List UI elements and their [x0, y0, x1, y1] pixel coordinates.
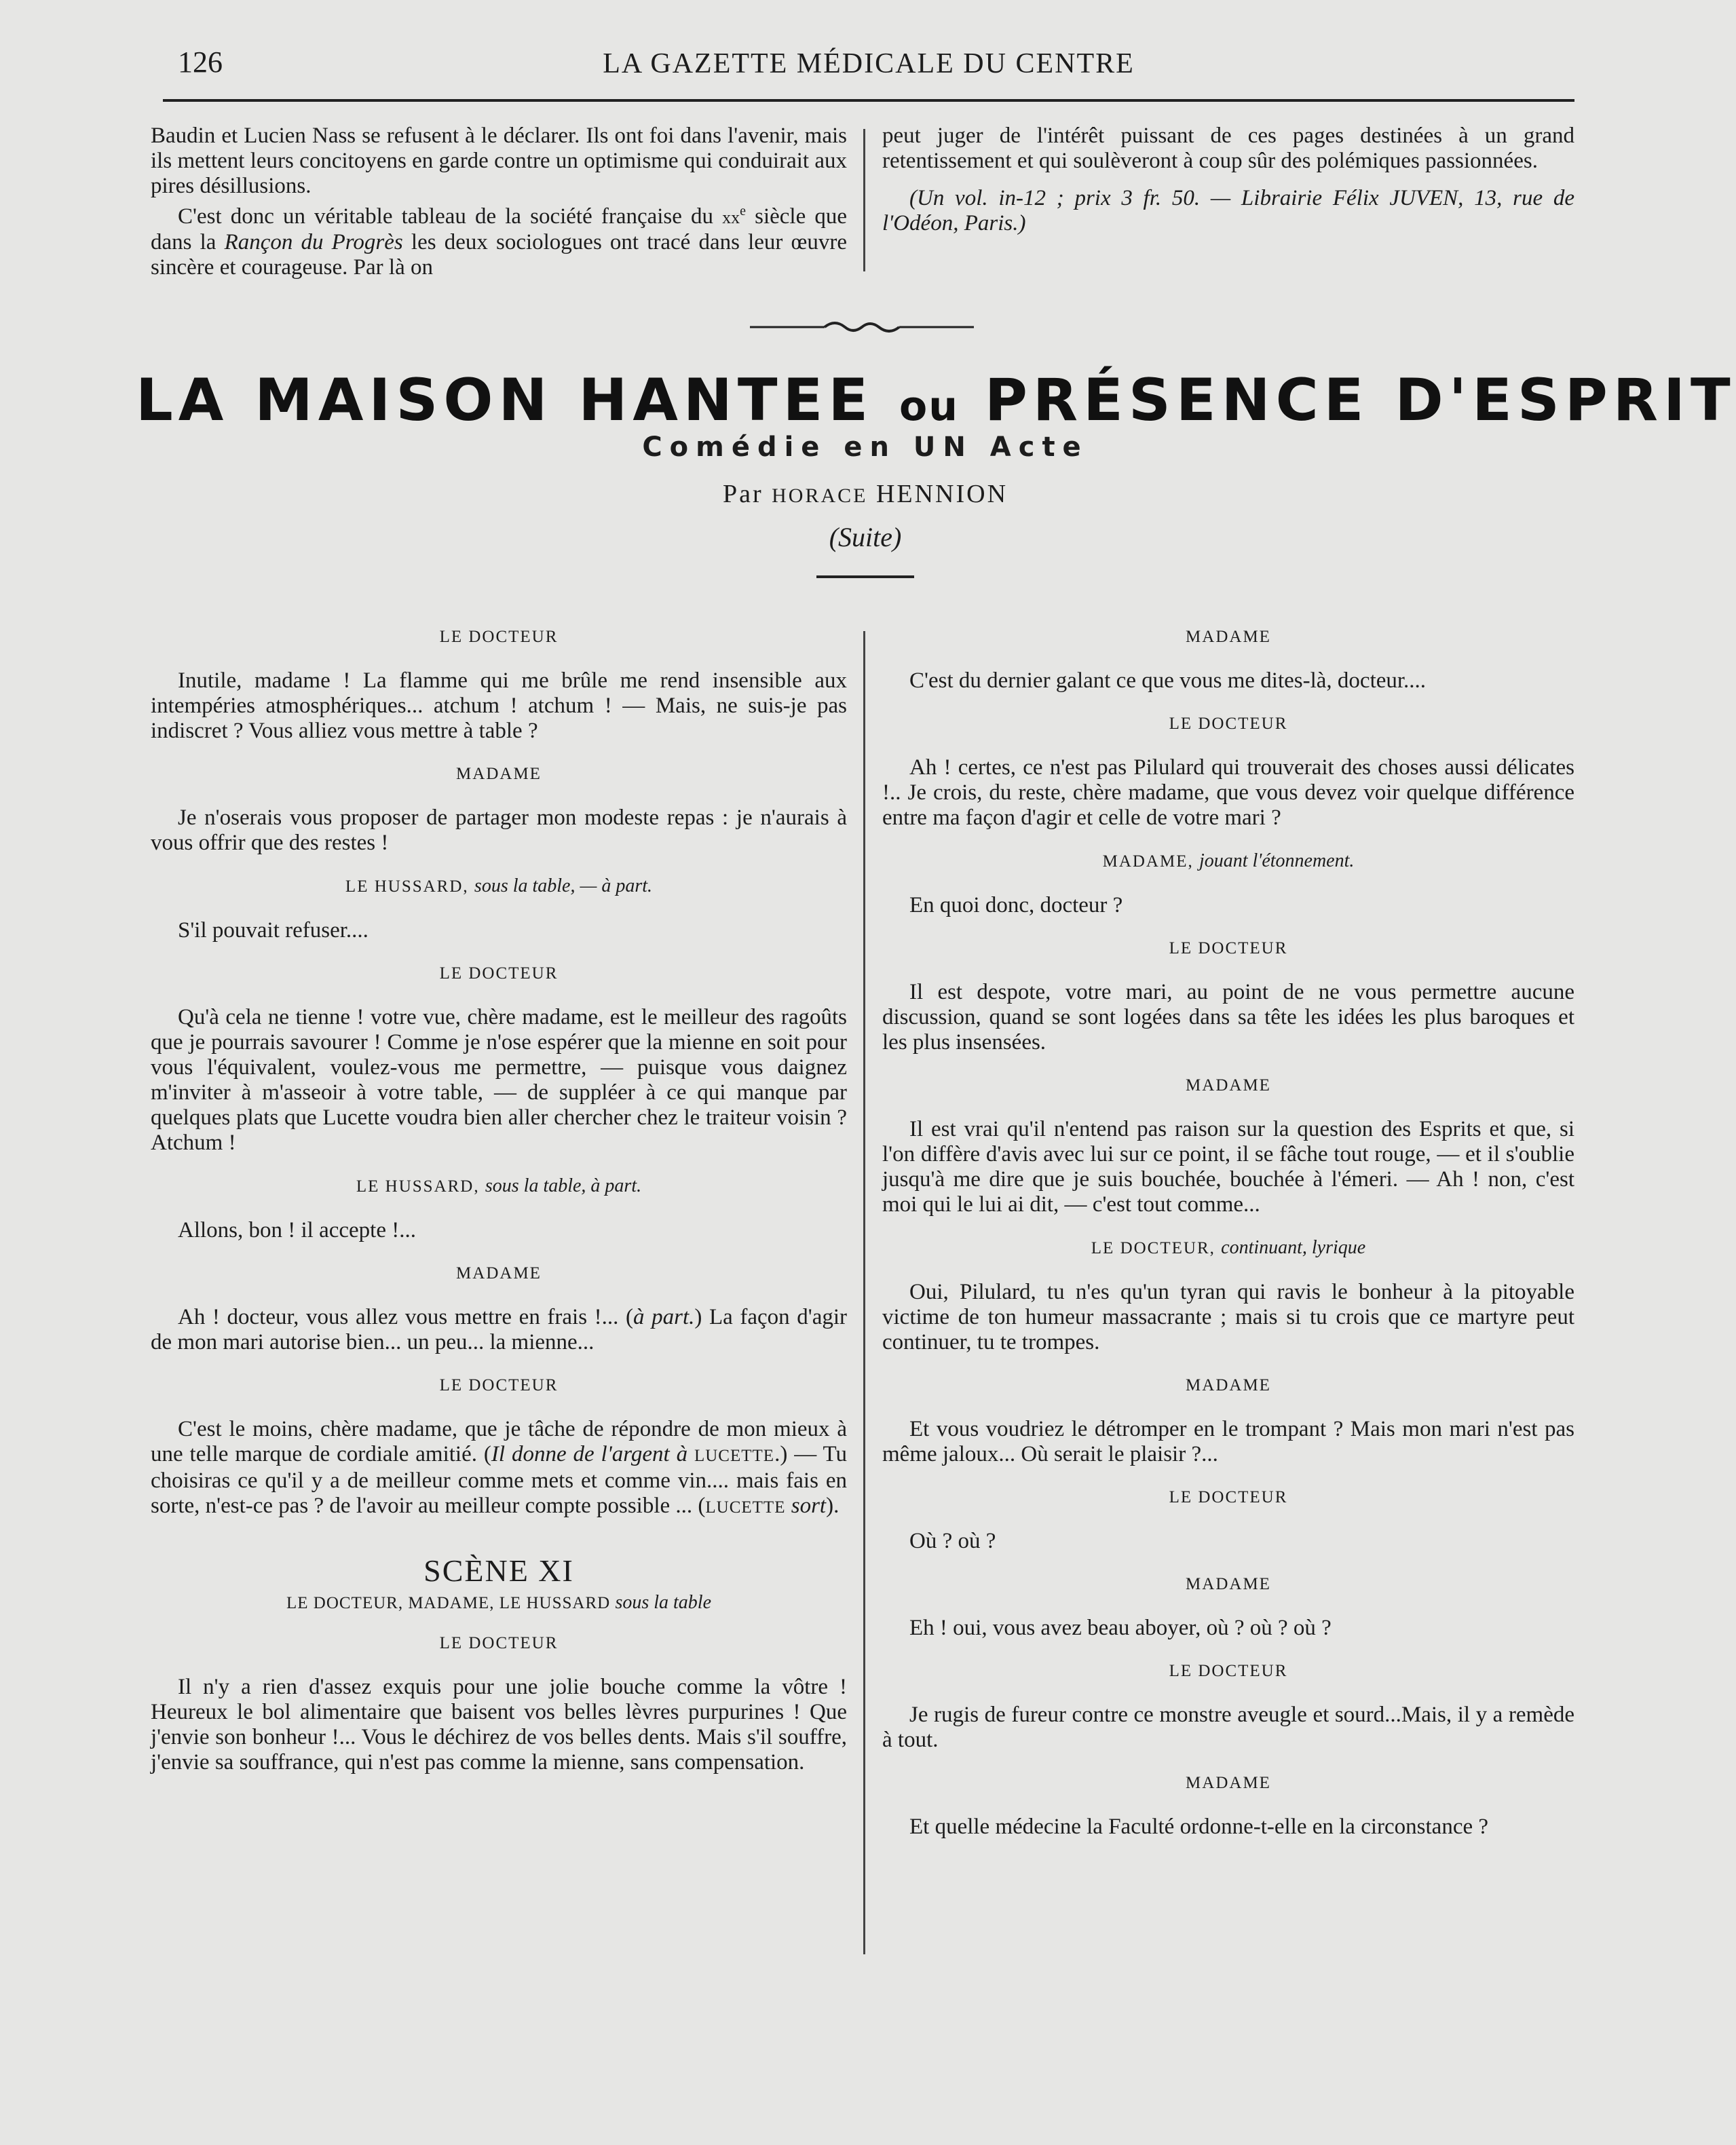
- running-header: [163, 45, 1574, 86]
- dialogue-line: Allons, bon ! il accepte !...: [178, 1218, 416, 1242]
- speaker-name: LE HUSSARD,: [345, 877, 469, 896]
- title-part: LA MAISON HANTEE: [136, 366, 874, 434]
- ornament-divider: [750, 318, 974, 337]
- author-first-name: HORACE: [772, 485, 868, 507]
- dialogue-line: Et quelle médecine la Faculté ordonne-t-elle en la circonstance ?: [909, 1815, 1489, 1839]
- speaker-name: MADAME: [456, 1264, 542, 1283]
- play-left-column: [151, 624, 847, 1789]
- speaker-name: MADAME: [1186, 628, 1271, 646]
- speaker-with-direction: [151, 1173, 847, 1199]
- text-run: ) La façon d'agir de mon mari autorise bien... un peu... la mienne...: [151, 1305, 848, 1354]
- stage-direction: sous la table: [615, 1592, 712, 1613]
- dialogue-line: Qu'à cela ne tienne ! votre vue, chère madame, est le meilleur des ragoûts que je pourrais savourer ! Comme je n'ose espérer que la mienne en soit pour vous l'équivalent, voulez-vous me permettre, — puisque vous daignez m'inviter à m'asseoir à votre table, — de suppléer à ce qui manque par quelques plats que Lucette voudra bien aller chercher chez le traiteur voisin ? Atchum !: [151, 1005, 847, 1155]
- intro-paragraph: Baudin et Lucien Nass se refusent à le déclarer. Ils ont foi dans l'avenir, mais ils mettent leurs concitoyens en garde contre un optimisme qui conduirait aux pires désillusions.: [151, 124, 847, 198]
- character-name: LUCETTE: [705, 1498, 786, 1517]
- title-part: PRÉSENCE D'ESPRIT: [984, 366, 1736, 434]
- stage-direction: jouant l'étonnement.: [1199, 850, 1355, 871]
- dialogue-line: Je n'oserais vous proposer de partager mon modeste repas : je n'aurais à vous offrir que des restes !: [151, 805, 847, 855]
- speaker-name: LE DOCTEUR: [439, 964, 559, 983]
- intro-paragraph: peut juger de l'intérêt puissant de ces pages destinées à un grand retentissement et qui soulèveront à coup sûr des polémiques passionnées.: [882, 124, 1574, 173]
- speaker-with-direction: [882, 1235, 1574, 1261]
- speaker-name: MADAME: [456, 765, 542, 783]
- title-conjunction: ou: [899, 383, 959, 430]
- stage-direction: à part.: [633, 1305, 695, 1329]
- play-right-column: [882, 624, 1574, 1853]
- speaker-name: LE DOCTEUR: [439, 628, 559, 646]
- play-subtitle: Comédie en UN Acte: [642, 432, 1089, 463]
- dialogue-line: Inutile, madame ! La flamme qui me brûle me rend insensible aux intempéries atmosphériques... atchum ! atchum ! — Mais, ne suis-je pas indiscret ? Vous alliez vous mettre à table ?: [151, 668, 847, 743]
- author-last-name: HENNION: [875, 480, 1008, 508]
- dialogue-line: C'est du dernier galant ce que vous me dites-là, docteur....: [909, 668, 1427, 693]
- speaker-name: LE DOCTEUR: [1169, 715, 1288, 733]
- header-rule: [163, 99, 1574, 102]
- text-run: ).: [826, 1494, 839, 1518]
- cast-list: LE DOCTEUR, MADAME, LE HUSSARD: [286, 1594, 611, 1612]
- column-divider: [863, 129, 865, 271]
- text-run: C'est le moins, chère madame, que je tâche de répondre de mon mieux à une telle marque de cordiale amitié. (: [151, 1417, 847, 1466]
- play-title: [136, 366, 1736, 434]
- page-number: 126: [178, 45, 223, 79]
- speaker-name: MADAME: [1186, 1575, 1271, 1593]
- dialogue-line: En quoi donc, docteur ?: [909, 893, 1123, 917]
- stage-direction: Il donne de l'argent à: [491, 1442, 688, 1466]
- book-reference: (Un vol. in-12 ; prix 3 fr. 50. — Librairie Félix JUVEN, 13, rue de l'Odéon, Paris.): [882, 186, 1574, 235]
- book-title: Rançon du Progrès: [224, 230, 403, 254]
- speaker-name: MADAME: [1186, 1774, 1271, 1792]
- intro-left-column: [151, 124, 847, 280]
- text-run: .) — Tu choisiras ce qu'il y a de meilleur comme mets et comme vin.... mais fais en sorte, n'est-ce pas ? de l'avoir au meilleur compte possible ... (: [151, 1442, 848, 1518]
- intro-paragraph: [151, 199, 847, 280]
- dialogue-line: Où ? où ?: [909, 1529, 996, 1553]
- speaker-with-direction: [882, 848, 1574, 874]
- author-byline: [136, 479, 1595, 509]
- dialogue-line: Il n'y a rien d'assez exquis pour une jolie bouche comme la vôtre ! Heureux le bol alimentaire que baisent vos belles lèvres purpurines ! Que j'envie son bonheur !... Vous le déchirez de vos belles dents. Mais s'il souffre, j'envie sa souffrance, qui n'est pas comme la mienne, sans compensation.: [151, 1675, 847, 1774]
- intro-right-column: [882, 124, 1574, 236]
- dialogue-line: Il est vrai qu'il n'entend pas raison sur la question des Esprits et que, si l'on diffère d'avis avec lui sur ce point, il se fâche tout rouge, — et il s'oublie jusqu'à me dire que je suis bouchée, bouchée à l'émeri. — Ah ! non, c'est moi qui le lui ai dit, — c'est tout comme...: [882, 1117, 1574, 1217]
- scene-heading: SCÈNE XI: [423, 1553, 574, 1588]
- speaker-name: LE DOCTEUR,: [1091, 1239, 1215, 1257]
- scene-cast: [151, 1590, 847, 1616]
- dialogue-line: Ah ! certes, ce n'est pas Pilulard qui trouverait des choses aussi délicates !.. Je crois, du reste, chère madame, que vous devez voir quelque différence entre ma façon d'agir et celle de votre mari ?: [882, 755, 1574, 830]
- century-numeral: xx: [722, 208, 740, 227]
- dialogue-line: Eh ! oui, vous avez beau aboyer, où ? où ? où ?: [909, 1616, 1332, 1640]
- speaker-name: LE DOCTEUR: [1169, 1488, 1288, 1506]
- speaker-name: MADAME: [1186, 1076, 1271, 1095]
- dialogue-line: [151, 1305, 847, 1355]
- dialogue-line: S'il pouvait refuser....: [178, 918, 369, 943]
- speaker-name: MADAME,: [1102, 852, 1194, 871]
- speaker-name: LE DOCTEUR: [439, 1634, 559, 1652]
- text-run: Ah ! docteur, vous allez vous mettre en frais !... (: [178, 1305, 633, 1329]
- speaker-name: LE DOCTEUR: [1169, 939, 1288, 957]
- dialogue-line: [151, 1417, 847, 1520]
- stage-direction: continuant, lyrique: [1221, 1237, 1366, 1258]
- text-run: les deux sociologues ont tracé dans leur œuvre sincère et courageuse. Par là on: [151, 230, 847, 280]
- dialogue-line: Et vous voudriez le détromper en le trompant ? Mais mon mari n'est pas même jaloux... Où serait le plaisir ?...: [882, 1417, 1574, 1466]
- stage-direction: sort: [791, 1494, 827, 1518]
- dialogue-line: Il est despote, votre mari, au point de ne vous permettre aucune discussion, quand se sont logées dans sa tête les idées les plus baroques et les plus insensées.: [882, 980, 1574, 1055]
- text-run: C'est donc un véritable tableau de la société française du: [178, 204, 723, 229]
- stage-direction: sous la table, — à part.: [474, 875, 653, 896]
- speaker-name: MADAME: [1186, 1376, 1271, 1394]
- stage-direction: sous la table, à part.: [485, 1175, 642, 1196]
- title-rule: [816, 575, 914, 578]
- column-divider: [863, 631, 865, 1954]
- dialogue-line: Oui, Pilulard, tu n'es qu'un tyran qui ravis le bonheur à la pitoyable victime de ton humeur massacrante ; mais si tu crois que ce martyre peut continuer, tu te trompes.: [882, 1280, 1574, 1354]
- dialogue-line: Je rugis de fureur contre ce monstre aveugle et sourd...Mais, il y a remède à tout.: [882, 1703, 1574, 1752]
- speaker-with-direction: [151, 873, 847, 899]
- character-name: LUCETTE: [694, 1447, 775, 1465]
- century-superscript: e: [740, 204, 747, 219]
- speaker-name: LE DOCTEUR: [1169, 1662, 1288, 1680]
- text-run: siècle que dans la: [151, 204, 847, 254]
- journal-title: LA GAZETTE MÉDICALE DU CENTRE: [603, 48, 1135, 79]
- speaker-name: LE HUSSARD,: [356, 1177, 480, 1196]
- speaker-name: LE DOCTEUR: [439, 1376, 559, 1394]
- continuation-note: (Suite): [829, 522, 902, 552]
- byline-prefix: Par: [722, 480, 763, 508]
